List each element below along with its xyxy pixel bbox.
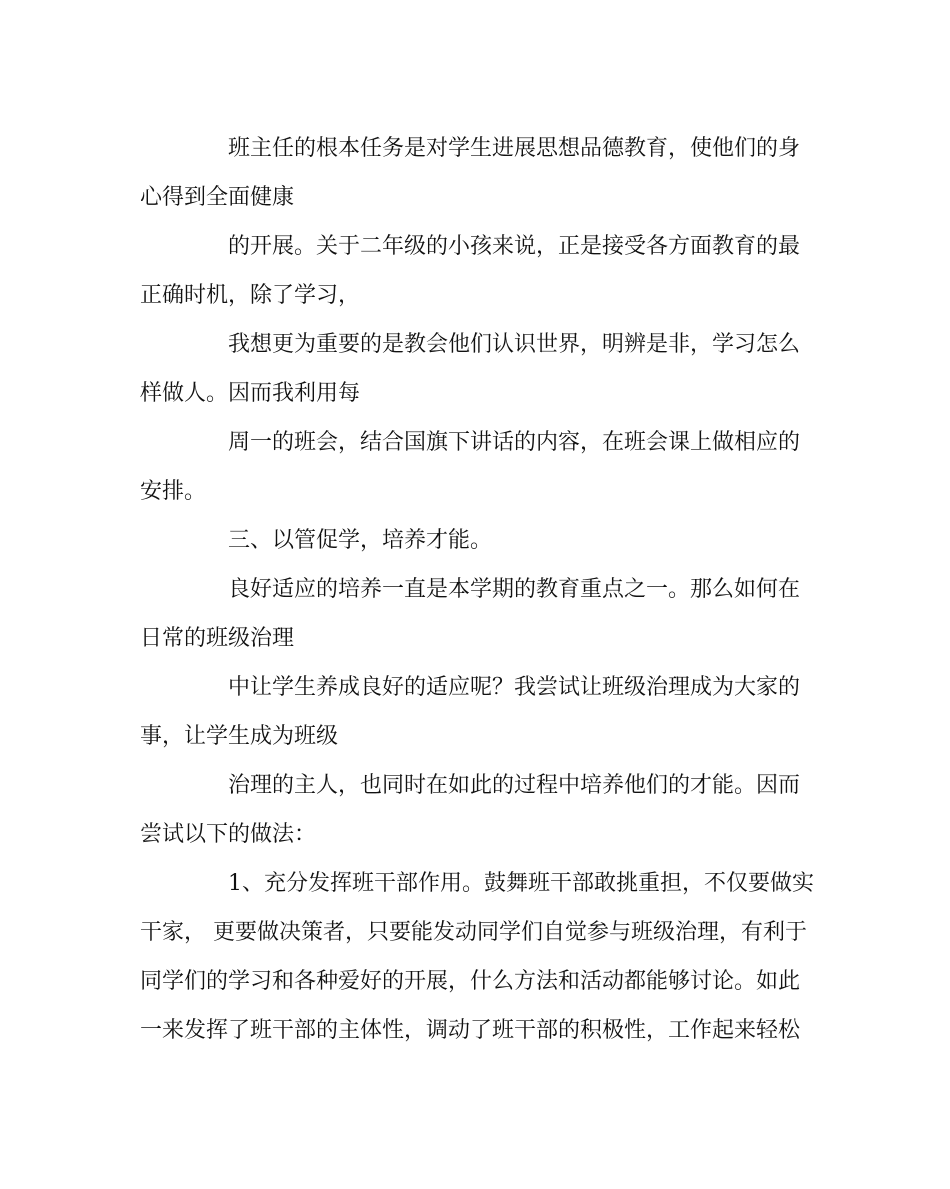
text-line: 同学们的学习和各种爱好的开展，什么方法和活动都能够讨论。如此	[140, 969, 801, 994]
text-line: 的开展。关于二年级的小孩来说，正是接受各方面教育的最	[228, 234, 801, 259]
text-line: 事，让学生成为班级	[140, 724, 339, 749]
text-line: 班主任的根本任务是对学生进展思想品德教育，使他们的身	[228, 136, 801, 161]
text-line: 正确时机，除了学习，	[140, 283, 361, 308]
text-line: 1、充分发挥班干部作用。鼓舞班干部敢挑重担，不仅要做实	[228, 871, 814, 896]
text-line: 安排。	[140, 479, 207, 504]
text-line: 治理的主人，也同时在如此的过程中培养他们的才能。因而	[228, 773, 801, 798]
text-line: 日常的班级治理	[140, 626, 295, 651]
text-line: 干家， 更要做决策者，只要能发动同学们自觉参与班级治理，有利于	[140, 920, 807, 945]
text-line: 一来发挥了班干部的主体性，调动了班干部的积极性，工作起来轻松	[140, 1018, 801, 1043]
text-line: 中让学生养成良好的适应呢？我尝试让班级治理成为大家的	[228, 675, 801, 700]
section-heading: 三、以管促学，培养才能。	[228, 528, 493, 553]
text-line: 心得到全面健康	[140, 185, 295, 210]
text-line: 我想更为重要的是教会他们认识世界，明辨是非，学习怎么	[228, 332, 801, 357]
text-line: 尝试以下的做法：	[140, 822, 317, 847]
text-line: 周一的班会，结合国旗下讲话的内容，在班会课上做相应的	[228, 430, 801, 455]
text-line: 良好适应的培养一直是本学期的教育重点之一。那么如何在	[228, 577, 801, 602]
document-body	[140, 124, 820, 1055]
text-line: 样做人。因而我利用每	[140, 381, 361, 406]
